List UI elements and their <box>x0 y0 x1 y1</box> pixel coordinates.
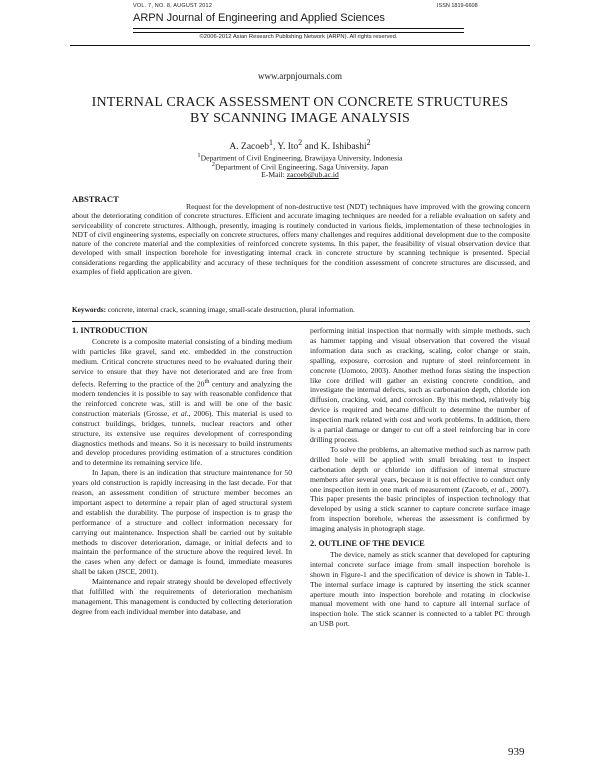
section-heading-introduction: 1. INTRODUCTION <box>72 326 148 335</box>
header-double-rule <box>133 28 464 33</box>
contact-email <box>0 170 600 179</box>
author-1: A. Zacoeb <box>229 142 269 153</box>
text-run: , 2007). This paper presents the basic principles of inspection technology that developed by using a stick scanner to capture concrete surface image from inspection borehole, whereas the assessment is confirmed by imaging analysis in photograph stage. <box>310 484 530 534</box>
affiliation-2-mark: 2 <box>211 161 215 168</box>
page-number: 939 <box>508 746 525 758</box>
text-run: century and analyzing the modern tendencies it is possible to say with reasonable confidence that the reinforced concrete was, still is and will be one of the basic construction materials (Grosse, <box>72 379 292 418</box>
author-separator: , <box>272 142 278 153</box>
journal-volume: VOL. 7, NO. 8, AUGUST 2012 <box>133 3 213 9</box>
superscript: th <box>204 377 210 385</box>
author-list <box>0 138 600 152</box>
author-1-affil: 1 <box>268 138 273 147</box>
intro-paragraph-2: In Japan, there is an indication that structure maintenance for 50 years old construction is rapidly increasing in the last decade. For that reason, an assessment condition of structure member becomes an important aspect to determine a repair plan of aged structural system and establish the durability. The purpose of inspection is to grasp the performance of a structure and collect information necessary for carrying out maintenance. Inspection shall be carried out by suitable methods to discover deterioration, damage, or initial defects and to maintain the performance of the structure above the required level. In the cases when any defect or damage is found, immediate measures shall be taken (JSCE, 2001). <box>72 468 292 577</box>
paper-title <box>40 95 560 127</box>
affiliation-1-mark: 1 <box>197 152 201 159</box>
title-line-2: BY SCANNING IMAGE ANALYSIS <box>190 111 410 126</box>
email-label: E-Mail: <box>261 170 287 179</box>
intro-paragraph-3-continued: performing initial inspection that normally with simple methods, such as hammer tapping and visual observation that covered the visual information data such as cracking, scaling, color change or stain, spalling, exposure, corrosion and rupture of steel reinforcement in concrete (Uomoto, 2003). Another method foras sisting the inspection like core drilled will gather an existing concrete condition, and investigate the internal defects, such as carbonation depth, chloride ion diffusion, cracking, void, and corrosion. By this method, relatively big device is required and became difficult to determine the number of inspection mark related with cost and work problems. In addition, there is a partial damage or danger to cut off a steel reinforcing bar in core drilling process. <box>310 326 530 444</box>
author-3: K. Ishibashi <box>320 142 367 153</box>
italic-text: et al. <box>490 484 507 494</box>
author-2-affil: 2 <box>298 138 303 147</box>
abstract-heading: ABSTRACT <box>72 194 119 204</box>
journal-website: www.arpnjournals.com <box>258 71 342 81</box>
section-heading-outline: 2. OUTLINE OF THE DEVICE <box>310 539 425 549</box>
email-link[interactable]: zacoeb@ub.ac.id <box>286 170 339 179</box>
right-column <box>310 326 530 629</box>
author-separator: and <box>302 142 321 153</box>
author-2: Y. Ito <box>277 142 299 153</box>
title-line-1: INTERNAL CRACK ASSESSMENT ON CONCRETE STRUCTURES <box>91 95 509 110</box>
keywords <box>72 305 355 314</box>
keywords-divider <box>72 321 530 322</box>
journal-name: ARPN Journal of Engineering and Applied Sciences <box>133 12 385 24</box>
left-column <box>72 326 292 617</box>
copyright-line: ©2006-2012 Asian Research Publishing Network (ARPN). All rights reserved. <box>199 34 398 40</box>
text-run: Concrete is a composite material consisting of a binding medium with particles like gravel, sand etc. embedded in the construction medium. Critical concrete structures need to be evaluated during their service to ensure that they have not deteriorated and are free from defects. Referring to the practice of the 20 <box>72 336 292 389</box>
header-divider <box>70 45 530 46</box>
intro-paragraph-3: Maintenance and repair strategy should be developed effectively that fulfilled with the requirements of deterioration mechanism management. This management is conducted by collecting deterioration degree from each individual member into database, and <box>72 577 292 616</box>
affiliation-2-text: Department of Civil Engineering, Saga University, Japan <box>214 162 389 172</box>
affiliation-1-text: Department of Civil Engineering, Brawijaya University, Indonesia <box>200 153 403 163</box>
intro-paragraph-1 <box>72 337 292 468</box>
abstract-text: Request for the development of non-destructive test (NDT) techniques have improved with the growing concern about the deteriorating condition of concrete structures. Efficient and accurate imaging techniques are needed for a reliable evaluation on safety and serviceability of concrete structures. Although, presently, imaging is routinely conducted in various fields, implementation of these technologies in NDT of civil engineering systems, especially on concrete structures, offers many challenges and requires additional development due to the composite nature of the concrete material and the complexities of reinforced concrete systems. In this paper, the feasibility of visual observation device that developed with small inspection borehole for investigating internal crack in concrete structure by scanning technique is presented. Special considerations regarding the applicability and accuracy of these techniques for the condition assessment of concrete structures are discussed, and examples of field application are given. <box>72 202 530 277</box>
author-3-affil: 2 <box>366 138 371 147</box>
text-run: ., 2006). This material is used to construct buildings, bridges, tunnels, nuclear reactors and other structure, its extensive use requires development of corresponding diagnostics methods and means. So it is necessary to build instruments and develop procedures providing estimation of a structures condition and to determine its remaining service life. <box>72 408 293 468</box>
outline-paragraph-1: The device, namely as stick scanner that developed for capturing internal concrete surface image from small inspection borehole is shown in Figure-1 and the specification of device is shown in Table-1. The internal surface image is captured by inserting the stick scanner aperture mouth into inspection borehole and rotating in clockwise manual movement with one hand to capture all internal surface of inspection hole. The stick scanner is connected to a tablet PC through an USB port. <box>310 549 530 629</box>
keywords-label: Keywords: <box>72 305 107 314</box>
italic-text: et al <box>172 408 187 418</box>
intro-paragraph-4 <box>310 445 530 534</box>
text-run: To solve the problems, an alternative method such as narrow path drilled hole will be applied with small breaking test to inspect carbonation depth or chloride ion diffusion of internal structure members after several years, because it is not effective to conduct only one inspection item in one mark of measurement (Zacoeb, <box>310 444 530 494</box>
keywords-text: concrete, internal crack, scanning image, small-scale destruction, plural information. <box>106 305 355 314</box>
journal-issn: ISSN 1819-6608 <box>437 3 478 9</box>
